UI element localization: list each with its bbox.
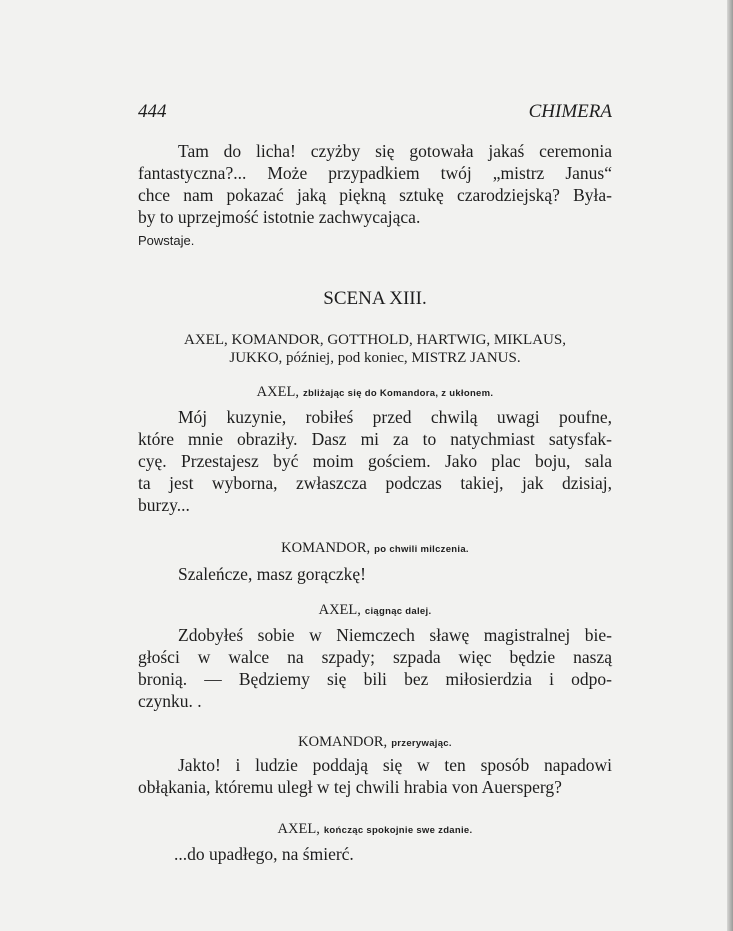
scene-title: SCENA XIII. <box>323 288 427 309</box>
text-line: Zdobyłeś sobie w Niemczech sławę magistralnej bie- <box>178 625 612 645</box>
text-line: głości w walce na szpady; szpada więc będzie naszą <box>138 647 612 667</box>
text-line: ta jest wyborna, zwłaszcza podczas takiej, jak dzisiaj, <box>138 473 612 493</box>
speaker-heading <box>138 383 612 401</box>
speaker-heading <box>138 539 612 557</box>
text-line: chce nam pokazać jaką piękną sztukę czarodziejską? Była- <box>138 185 612 205</box>
speaker-heading <box>138 601 612 619</box>
running-title: CHIMERA <box>528 101 612 122</box>
speaker-direction: po chwili milczenia. <box>374 544 469 555</box>
text-line: by to uprzejmość istotnie zachwycająca. <box>138 207 421 227</box>
speaker-name: AXEL, <box>256 384 299 400</box>
speaker-heading <box>138 820 612 838</box>
stage-direction: Powstaje. <box>138 233 195 248</box>
speaker-direction: kończąc spokojnie swe zdanie. <box>323 825 473 836</box>
speaker-direction: przerywając. <box>391 738 452 749</box>
speaker-direction: ciągnąc dalej. <box>364 606 432 617</box>
speaker-name: KOMANDOR, <box>298 734 388 750</box>
text-line: cyę. Przestajesz być moim gościem. Jako plac boju, sala <box>138 451 612 471</box>
text-line: Mój kuzynie, robiłeś przed chwilą uwagi poufne, <box>178 407 612 427</box>
text-line: czynku. . <box>138 691 202 711</box>
text-line: fantastyczna?... Może przypadkiem twój „mistrz Janus“ <box>138 163 612 183</box>
text-line: ...do upadłego, na śmierć. <box>174 844 354 864</box>
cast-line: JUKKO, później, pod koniec, MISTRZ JANUS. <box>229 350 521 366</box>
text-line: bronią. — Będziemy się bili bez miłosierdzia i odpo- <box>138 669 612 689</box>
page-number: 444 <box>138 101 167 122</box>
speaker-name: KOMANDOR, <box>281 540 371 556</box>
speaker-name: AXEL, <box>318 602 361 618</box>
text-line: Jakto! i ludzie poddają się w ten sposób napadowi <box>178 755 612 775</box>
page-edge <box>727 0 733 931</box>
speaker-name: AXEL, <box>277 821 320 837</box>
text-line: Szaleńcze, masz gorączkę! <box>178 564 367 584</box>
text-line: Tam do licha! czyżby się gotowała jakaś ceremonia <box>178 141 612 161</box>
text-line: obłąkania, któremu uległ w tej chwili hrabia von Auersperg? <box>138 777 562 797</box>
text-line: które mnie obraziły. Dasz mi za to natychmiast satysfak- <box>138 429 612 449</box>
speaker-direction: zbliżając się do Komandora, z ukłonem. <box>302 388 494 399</box>
text-line: burzy... <box>138 495 190 515</box>
cast-line: AXEL, KOMANDOR, GOTTHOLD, HARTWIG, MIKLAUS, <box>184 332 566 348</box>
speaker-heading <box>138 733 612 751</box>
